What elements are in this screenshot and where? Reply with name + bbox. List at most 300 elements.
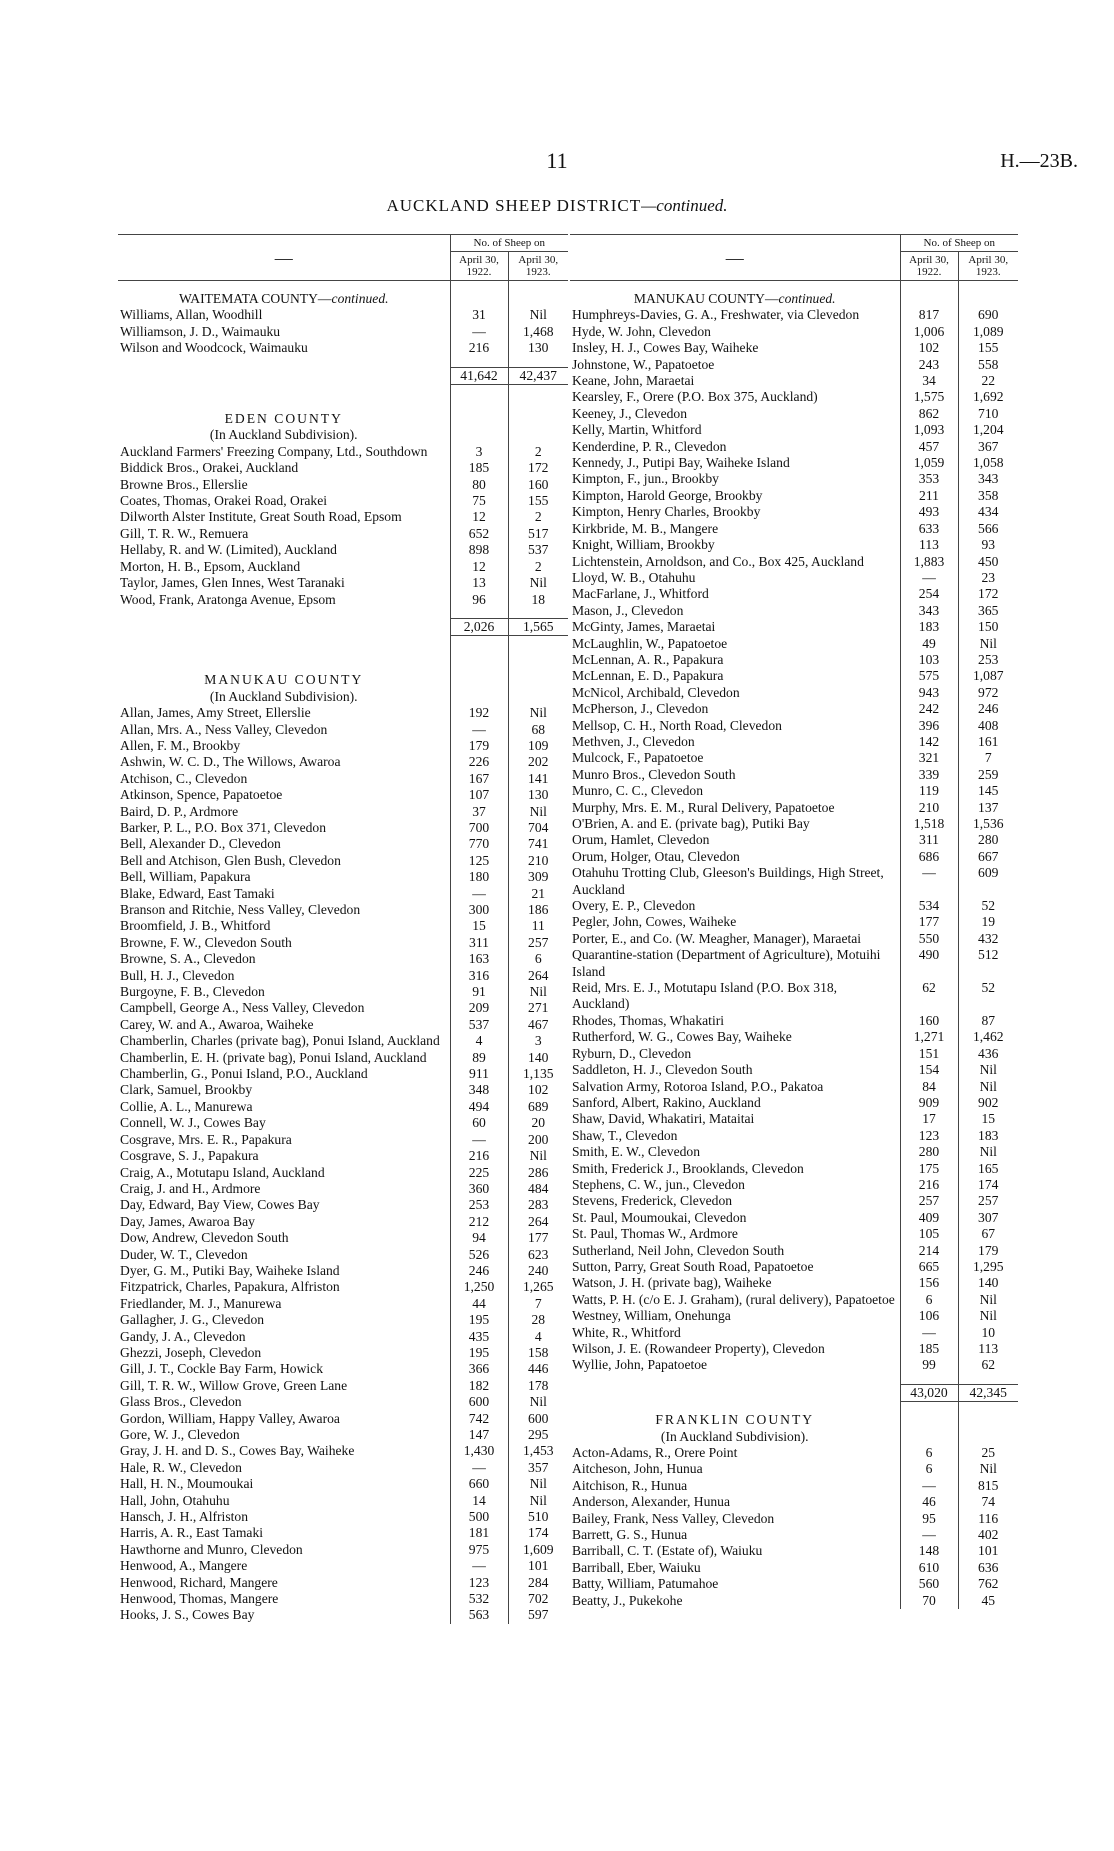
owner-name: Kimpton, Harold George, Brookby bbox=[572, 487, 763, 503]
eden-subtitle bbox=[118, 427, 568, 443]
owner-name: McPherson, J., Clevedon bbox=[572, 701, 709, 717]
sheep-1923: 467 bbox=[508, 1017, 568, 1033]
table-row bbox=[570, 1494, 1018, 1510]
owner-name: Hansch, J. H., Alfriston bbox=[120, 1509, 248, 1525]
header-dash: — bbox=[570, 235, 900, 281]
sheep-1923: 609 bbox=[958, 865, 1018, 898]
spacer-row bbox=[570, 1402, 1018, 1413]
sheep-1923: 284 bbox=[508, 1575, 568, 1591]
table-row bbox=[118, 1443, 568, 1459]
eden-title bbox=[118, 411, 568, 427]
sheep-1923: 815 bbox=[958, 1478, 1018, 1494]
sheep-1923: 283 bbox=[508, 1197, 568, 1213]
owner-name: McNicol, Archibald, Clevedon bbox=[572, 684, 740, 700]
spacer-cell bbox=[508, 636, 568, 663]
eden-subtitle-label: (In Auckland Subdivision). bbox=[209, 427, 358, 443]
owner-name: Cosgrave, Mrs. E. R., Papakura bbox=[120, 1131, 292, 1147]
owner-name: Allen, F. M., Brookby bbox=[120, 737, 241, 753]
spacer-cell bbox=[118, 367, 450, 384]
owner-name: Craig, A., Motutapu Island, Auckland bbox=[120, 1164, 325, 1180]
table-row bbox=[118, 444, 568, 460]
owner-name: Ashwin, W. C. D., The Willows, Awaroa bbox=[120, 754, 341, 770]
total-1923: 42,437 bbox=[508, 367, 568, 384]
table-row bbox=[118, 771, 568, 787]
owner-name: St. Paul, Thomas W., Ardmore bbox=[572, 1226, 738, 1242]
table-row bbox=[570, 898, 1018, 914]
sheep-1922: 180 bbox=[450, 869, 508, 885]
sheep-1923: 253 bbox=[958, 652, 1018, 668]
owner-name: Biddick Bros., Orakei, Auckland bbox=[120, 460, 299, 476]
sheep-1922: 253 bbox=[450, 1197, 508, 1213]
sheep-1922: 6 bbox=[900, 1445, 958, 1461]
table-row bbox=[570, 865, 1018, 898]
sheep-1923: 45 bbox=[958, 1593, 1018, 1609]
owner-name: Ghezzi, Joseph, Clevedon bbox=[120, 1344, 262, 1360]
table-row bbox=[570, 931, 1018, 947]
spacer-cell bbox=[508, 281, 568, 292]
owner-name: Lloyd, W. B., Otahuhu bbox=[572, 569, 696, 585]
spacer-cell bbox=[450, 636, 508, 663]
sheep-1923: 62 bbox=[958, 1357, 1018, 1373]
sheep-1923: 183 bbox=[958, 1128, 1018, 1144]
sheep-1923: 1,135 bbox=[508, 1066, 568, 1082]
spacer-cell bbox=[118, 662, 450, 672]
table-row bbox=[118, 1394, 568, 1410]
sheep-1923: 762 bbox=[958, 1576, 1018, 1592]
sheep-1922: 610 bbox=[900, 1560, 958, 1576]
sheep-1923: 264 bbox=[508, 1214, 568, 1230]
table-row bbox=[118, 1427, 568, 1443]
owner-name: Quarantine-station (Department of Agriculture), Motuihi Island bbox=[572, 947, 881, 979]
table-row bbox=[570, 1511, 1018, 1527]
sheep-1922: 409 bbox=[900, 1210, 958, 1226]
sheep-1923: 87 bbox=[958, 1013, 1018, 1029]
owner-name: Watson, J. H. (private bag), Waiheke bbox=[572, 1275, 772, 1291]
sheep-1922: 3 bbox=[450, 444, 508, 460]
table-row bbox=[118, 307, 568, 323]
spacer-cell bbox=[450, 427, 508, 443]
sheep-1922: 103 bbox=[900, 652, 958, 668]
sheep-1922: — bbox=[450, 324, 508, 340]
table-row bbox=[118, 853, 568, 869]
sheep-1923: Nil bbox=[508, 1148, 568, 1164]
sheep-1923: 257 bbox=[508, 935, 568, 951]
owner-name: Chamberlin, Charles (private bag), Ponui Island, Auckland bbox=[120, 1033, 440, 1049]
owner-name: Keeney, J., Clevedon bbox=[572, 405, 688, 421]
table-row bbox=[118, 836, 568, 852]
sheep-1923: 210 bbox=[508, 853, 568, 869]
table-row bbox=[570, 652, 1018, 668]
table-row bbox=[118, 1558, 568, 1574]
owner-name: Clark, Samuel, Brookby bbox=[120, 1082, 253, 1098]
sheep-1923: 172 bbox=[958, 586, 1018, 602]
sheep-1922: 534 bbox=[900, 898, 958, 914]
sheep-1922: 4 bbox=[450, 1033, 508, 1049]
sheep-1923: 116 bbox=[958, 1511, 1018, 1527]
sheep-1923: Nil bbox=[508, 1493, 568, 1509]
spacer-cell bbox=[118, 608, 450, 619]
sheep-1922: 119 bbox=[900, 783, 958, 799]
owner-name: McLennan, E. D., Papakura bbox=[572, 668, 724, 684]
sheep-1923: 902 bbox=[958, 1095, 1018, 1111]
owner-name: Burgoyne, F. B., Clevedon bbox=[120, 984, 265, 1000]
sheep-1923: 165 bbox=[958, 1161, 1018, 1177]
table-row bbox=[570, 554, 1018, 570]
total-1922: 41,642 bbox=[450, 367, 508, 384]
owner-name: Sanford, Albert, Rakino, Auckland bbox=[572, 1094, 761, 1110]
owner-name: Gallagher, J. G., Clevedon bbox=[120, 1312, 265, 1328]
sheep-1923: 21 bbox=[508, 886, 568, 902]
sheep-1922: 12 bbox=[450, 559, 508, 575]
table-row bbox=[570, 800, 1018, 816]
sheep-1922: 1,059 bbox=[900, 455, 958, 471]
sheep-1922: 226 bbox=[450, 754, 508, 770]
table-row bbox=[118, 984, 568, 1000]
owner-name: Otahuhu Trotting Club, Gleeson's Buildings, High Street, Auckland bbox=[572, 865, 884, 897]
owner-name: Kelly, Martin, Whitford bbox=[572, 422, 702, 438]
owner-name: Branson and Ritchie, Ness Valley, Clevedon bbox=[120, 902, 361, 917]
owner-name: Humphreys-Davies, G. A., Freshwater, via Clevedon bbox=[572, 307, 860, 323]
owner-name: Morton, H. B., Epsom, Auckland bbox=[120, 558, 301, 574]
owner-name: Orum, Holger, Otau, Clevedon bbox=[572, 848, 740, 864]
sheep-1923: 667 bbox=[958, 849, 1018, 865]
owner-name: Henwood, A., Mangere bbox=[120, 1558, 248, 1574]
table-row bbox=[570, 1079, 1018, 1095]
owner-name: Williams, Allan, Woodhill bbox=[120, 307, 263, 323]
owner-name: Glass Bros., Clevedon bbox=[120, 1394, 242, 1410]
table-row bbox=[570, 406, 1018, 422]
sheep-1923: 130 bbox=[508, 340, 568, 356]
sheep-1922: 348 bbox=[450, 1082, 508, 1098]
owner-name: White, R., Whitford bbox=[572, 1324, 681, 1340]
sheep-1922: 909 bbox=[900, 1095, 958, 1111]
table-row bbox=[570, 1292, 1018, 1308]
sheep-1923: 4 bbox=[508, 1329, 568, 1345]
owner-name: Dyer, G. M., Putiki Bay, Waiheke Island bbox=[120, 1262, 340, 1278]
sheep-1922: 898 bbox=[450, 542, 508, 558]
table-row bbox=[118, 1493, 568, 1509]
table-row bbox=[118, 705, 568, 721]
table-row bbox=[118, 1033, 568, 1049]
table-row bbox=[570, 685, 1018, 701]
owner-name: Lichtenstein, Arnoldson, and Co., Box 425, Auckland bbox=[572, 553, 864, 569]
table-row bbox=[118, 918, 568, 934]
sheep-1922: 975 bbox=[450, 1542, 508, 1558]
sheep-1922: 246 bbox=[450, 1263, 508, 1279]
table-row bbox=[118, 951, 568, 967]
owner-name: Overy, E. P., Clevedon bbox=[572, 898, 696, 914]
sheep-1922: 99 bbox=[900, 1357, 958, 1373]
sheep-1922: 1,518 bbox=[900, 816, 958, 832]
sheep-1923: 113 bbox=[958, 1341, 1018, 1357]
sheep-1922: 242 bbox=[900, 701, 958, 717]
sheep-1922: 560 bbox=[900, 1576, 958, 1592]
sheep-1923: 67 bbox=[958, 1226, 1018, 1242]
sheep-1922: 183 bbox=[900, 619, 958, 635]
owner-name: Johnstone, W., Papatoetoe bbox=[572, 356, 715, 372]
owner-name: Henwood, Richard, Mangere bbox=[120, 1574, 278, 1590]
table-row bbox=[570, 832, 1018, 848]
sheep-1923: 19 bbox=[958, 914, 1018, 930]
owner-name: Collie, A. L., Manurewa bbox=[120, 1098, 253, 1114]
owner-name: Hale, R. W., Clevedon bbox=[120, 1459, 242, 1475]
owner-name: Browne, S. A., Clevedon bbox=[120, 951, 256, 967]
sheep-1923: 7 bbox=[958, 750, 1018, 766]
franklin-title-label: FRANKLIN COUNTY bbox=[655, 1412, 815, 1428]
header-april-1923: April 30, 1923. bbox=[958, 252, 1018, 281]
table-row bbox=[570, 389, 1018, 405]
sheep-1922: 665 bbox=[900, 1259, 958, 1275]
sheep-1922: 160 bbox=[900, 1013, 958, 1029]
table-row bbox=[570, 1527, 1018, 1543]
sheep-1923: 484 bbox=[508, 1181, 568, 1197]
owner-name: Mellsop, C. H., North Road, Clevedon bbox=[572, 717, 782, 733]
table-row bbox=[570, 471, 1018, 487]
sheep-1922: 17 bbox=[900, 1111, 958, 1127]
sheep-1923: 202 bbox=[508, 754, 568, 770]
sheep-1922: 75 bbox=[450, 493, 508, 509]
owner-name: Cosgrave, S. J., Papakura bbox=[120, 1148, 259, 1164]
owner-name: Watts, P. H. (c/o E. J. Graham), (rural delivery), Papatoetoe bbox=[572, 1291, 895, 1307]
sheep-1922: — bbox=[900, 570, 958, 586]
table-row bbox=[118, 1329, 568, 1345]
table-row bbox=[570, 521, 1018, 537]
document-reference: H.—23B. bbox=[1000, 150, 1078, 172]
table-row bbox=[118, 1000, 568, 1016]
sheep-1922: 1,883 bbox=[900, 554, 958, 570]
table-row bbox=[118, 1575, 568, 1591]
sheep-1922: 123 bbox=[900, 1128, 958, 1144]
table-row bbox=[118, 1509, 568, 1525]
manukau-continued-title-label bbox=[570, 291, 900, 307]
sheep-1923: 172 bbox=[508, 460, 568, 476]
table-row bbox=[118, 1132, 568, 1148]
table-row bbox=[570, 1560, 1018, 1576]
page-heading bbox=[0, 196, 1114, 216]
owner-name: Gordon, William, Happy Valley, Awaroa bbox=[120, 1410, 340, 1426]
owner-name: Friedlander, M. J., Manurewa bbox=[120, 1295, 282, 1311]
sheep-1923: 689 bbox=[508, 1099, 568, 1115]
sheep-1923: 186 bbox=[508, 902, 568, 918]
manukau-title bbox=[118, 672, 568, 688]
table-row bbox=[570, 1576, 1018, 1592]
owner-name: Atkinson, Spence, Papatoetoe bbox=[120, 787, 283, 803]
sheep-1922: 175 bbox=[900, 1161, 958, 1177]
owner-name: McLaughlin, W., Papatoetoe bbox=[572, 635, 728, 651]
header-april-1922: April 30, 1922. bbox=[900, 252, 958, 281]
spacer-row bbox=[570, 281, 1018, 292]
total-1923: 42,345 bbox=[958, 1384, 1018, 1401]
sheep-1923: 357 bbox=[508, 1460, 568, 1476]
sheep-1922: 142 bbox=[900, 734, 958, 750]
sheep-1923: 1,204 bbox=[958, 422, 1018, 438]
sheep-1923: 179 bbox=[958, 1243, 1018, 1259]
sheep-1922: 490 bbox=[900, 947, 958, 980]
spacer-cell bbox=[900, 1374, 958, 1385]
sheep-1923: Nil bbox=[508, 307, 568, 323]
table-row bbox=[118, 804, 568, 820]
sheep-1923: 365 bbox=[958, 603, 1018, 619]
sheep-1922: 1,006 bbox=[900, 324, 958, 340]
spacer-row bbox=[118, 281, 568, 292]
sheep-1922: 537 bbox=[450, 1017, 508, 1033]
sheep-1923: 7 bbox=[508, 1296, 568, 1312]
owner-name: Anderson, Alexander, Hunua bbox=[572, 1494, 731, 1510]
table-row bbox=[570, 1095, 1018, 1111]
sheep-1923: 141 bbox=[508, 771, 568, 787]
spacer-cell bbox=[450, 385, 508, 412]
table-row bbox=[118, 1312, 568, 1328]
sheep-1922: 151 bbox=[900, 1046, 958, 1062]
sheep-1922: 550 bbox=[900, 931, 958, 947]
sheep-1923: 259 bbox=[958, 767, 1018, 783]
sheep-1923: 155 bbox=[508, 493, 568, 509]
table-row bbox=[570, 750, 1018, 766]
sheep-1922: — bbox=[900, 1527, 958, 1543]
sheep-1922: 254 bbox=[900, 586, 958, 602]
table-row bbox=[118, 493, 568, 509]
owner-name: Murphy, Mrs. E. M., Rural Delivery, Papatoetoe bbox=[572, 799, 835, 815]
sheep-1923: 1,058 bbox=[958, 455, 1018, 471]
table-row bbox=[570, 767, 1018, 783]
sheep-1922: — bbox=[450, 1132, 508, 1148]
table-row bbox=[570, 701, 1018, 717]
spacer-cell bbox=[508, 608, 568, 619]
sheep-1923: 704 bbox=[508, 820, 568, 836]
owner-name: Dow, Andrew, Clevedon South bbox=[120, 1230, 289, 1246]
owner-name: Chamberlin, G., Ponui Island, P.O., Auckland bbox=[120, 1066, 368, 1082]
owner-name: Taylor, James, Glen Innes, West Taranaki bbox=[120, 575, 345, 591]
sheep-1923: 161 bbox=[958, 734, 1018, 750]
table-row bbox=[570, 849, 1018, 865]
table-row bbox=[570, 914, 1018, 930]
owner-name: Wilson and Woodcock, Waimauku bbox=[120, 340, 308, 356]
sheep-1923: 22 bbox=[958, 373, 1018, 389]
spacer-cell bbox=[118, 357, 450, 368]
spacer-cell bbox=[900, 1402, 958, 1413]
table-row bbox=[570, 619, 1018, 635]
sheep-1922: 1,093 bbox=[900, 422, 958, 438]
owner-name: Knight, William, Brookby bbox=[572, 537, 715, 553]
table-row bbox=[118, 1165, 568, 1181]
sheep-1922: 167 bbox=[450, 771, 508, 787]
spacer-row bbox=[118, 385, 568, 412]
table-row bbox=[118, 1214, 568, 1230]
owner-name: Munro, C. C., Clevedon bbox=[572, 783, 704, 799]
table-row bbox=[570, 1478, 1018, 1494]
owner-name: Gray, J. H. and D. S., Cowes Bay, Waiheke bbox=[120, 1443, 355, 1459]
sheep-1922: 163 bbox=[450, 951, 508, 967]
owner-name: Sutherland, Neil John, Clevedon South bbox=[572, 1242, 785, 1258]
spacer-cell bbox=[958, 291, 1018, 307]
table-row bbox=[118, 1460, 568, 1476]
eden-total-row bbox=[118, 618, 568, 635]
owner-name: Mulcock, F., Papatoetoe bbox=[572, 750, 704, 766]
total-1922: 2,026 bbox=[450, 618, 508, 635]
table-row bbox=[118, 1181, 568, 1197]
sheep-1922: 494 bbox=[450, 1099, 508, 1115]
table-row bbox=[118, 592, 568, 608]
sheep-1922: 600 bbox=[450, 1394, 508, 1410]
sheep-1923: 2 bbox=[508, 509, 568, 525]
manukau-subtitle-label: (In Auckland Subdivision). bbox=[209, 688, 358, 704]
owner-name: Broomfield, J. B., Whitford bbox=[120, 918, 271, 934]
table-row bbox=[118, 1230, 568, 1246]
sheep-1923: 741 bbox=[508, 836, 568, 852]
spacer-row bbox=[118, 636, 568, 663]
sheep-1922: 185 bbox=[900, 1341, 958, 1357]
sheep-1922: 652 bbox=[450, 526, 508, 542]
sheep-1923: 1,295 bbox=[958, 1259, 1018, 1275]
sheep-1922: 125 bbox=[450, 853, 508, 869]
sheep-1922: 216 bbox=[450, 1148, 508, 1164]
spacer-cell bbox=[450, 357, 508, 368]
sheep-1922: 225 bbox=[450, 1165, 508, 1181]
owner-name: Hellaby, R. and W. (Limited), Auckland bbox=[120, 542, 337, 558]
spacer-cell bbox=[450, 291, 508, 307]
table-row bbox=[570, 439, 1018, 455]
header-dash: — bbox=[118, 235, 450, 281]
sheep-1922: 575 bbox=[900, 668, 958, 684]
spacer-cell bbox=[958, 1402, 1018, 1413]
sheep-1923: 246 bbox=[958, 701, 1018, 717]
sheep-1923: 309 bbox=[508, 869, 568, 885]
table-row bbox=[118, 1247, 568, 1263]
owner-name: Kearsley, F., Orere (P.O. Box 375, Auckland) bbox=[572, 389, 818, 405]
owner-name: Salvation Army, Rotoroa Island, P.O., Pakatoa bbox=[572, 1078, 824, 1094]
sheep-1923: 1,087 bbox=[958, 668, 1018, 684]
sheep-1923: 25 bbox=[958, 1445, 1018, 1461]
spacer-cell bbox=[450, 281, 508, 292]
table-row bbox=[118, 1476, 568, 1492]
sheep-1922: 105 bbox=[900, 1226, 958, 1242]
owner-name: St. Paul, Moumoukai, Clevedon bbox=[572, 1209, 747, 1225]
sheep-1923: 1,089 bbox=[958, 324, 1018, 340]
sheep-1922: 15 bbox=[450, 918, 508, 934]
owner-name: Browne Bros., Ellerslie bbox=[120, 476, 248, 492]
table-row bbox=[570, 636, 1018, 652]
sheep-1923: Nil bbox=[508, 804, 568, 820]
table-row bbox=[570, 324, 1018, 340]
franklin-subtitle bbox=[570, 1429, 1018, 1445]
manukau-subtitle bbox=[118, 689, 568, 705]
sheep-1922: 210 bbox=[900, 800, 958, 816]
sheep-1922: 563 bbox=[450, 1607, 508, 1623]
continued-label: continued. bbox=[331, 291, 389, 306]
sheep-1922: 493 bbox=[900, 504, 958, 520]
sheep-1922: 1,271 bbox=[900, 1029, 958, 1045]
manukau-continued-total-row bbox=[570, 1384, 1018, 1401]
sheep-1923: 3 bbox=[508, 1033, 568, 1049]
sheep-1923: Nil bbox=[508, 1394, 568, 1410]
spacer-cell bbox=[118, 385, 450, 412]
owner-name: Bell, Alexander D., Clevedon bbox=[120, 836, 281, 852]
owner-name: Hooks, J. S., Cowes Bay bbox=[120, 1607, 255, 1623]
owner-name: Hyde, W. John, Clevedon bbox=[572, 323, 711, 339]
sheep-1923: 240 bbox=[508, 1263, 568, 1279]
table-row bbox=[570, 1161, 1018, 1177]
sheep-1923: 600 bbox=[508, 1411, 568, 1427]
sheep-1922: 181 bbox=[450, 1525, 508, 1541]
spacer-cell bbox=[508, 385, 568, 412]
owner-name: Orum, Hamlet, Clevedon bbox=[572, 832, 710, 848]
table-row bbox=[570, 1243, 1018, 1259]
header-sheep-group: No. of Sheep on bbox=[900, 235, 1018, 252]
header-sheep-group: No. of Sheep on bbox=[450, 235, 568, 252]
sheep-1923: Nil bbox=[958, 1461, 1018, 1477]
spacer-cell bbox=[958, 281, 1018, 292]
sheep-1923: 28 bbox=[508, 1312, 568, 1328]
